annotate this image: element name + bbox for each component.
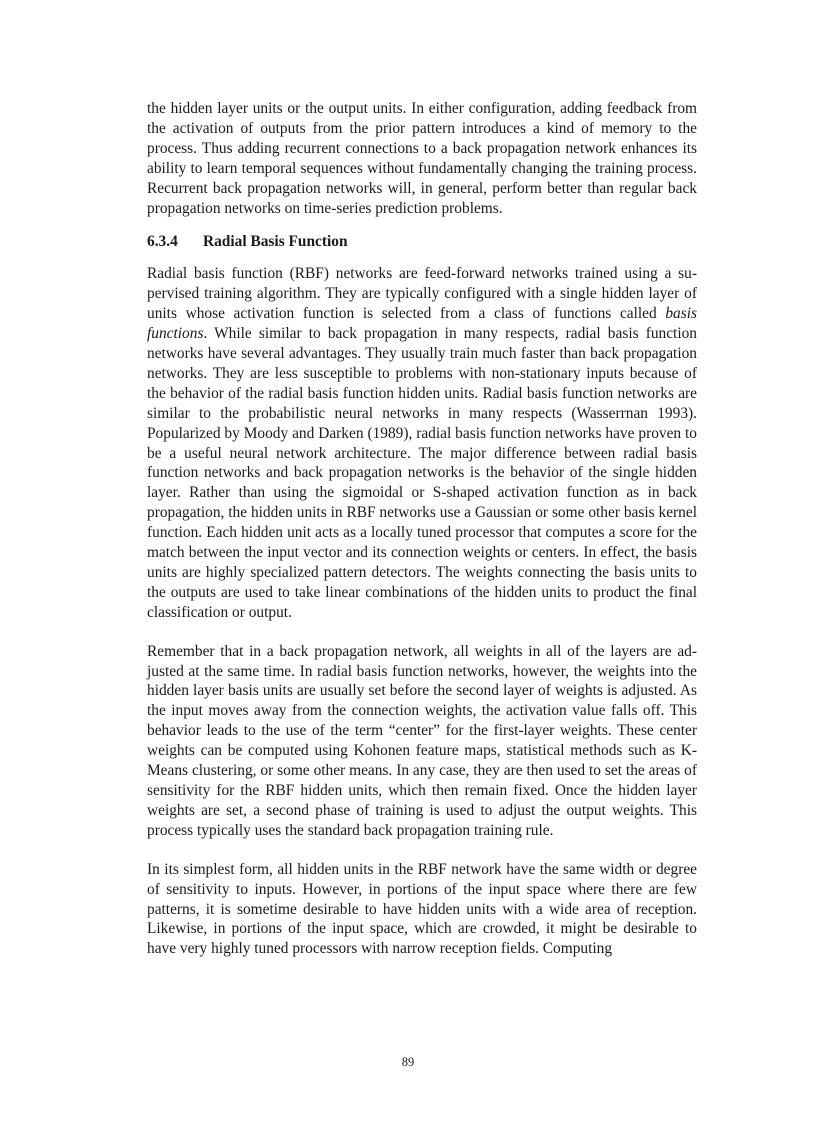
- paragraph-text: . While similar to back propagation in many respects, radial basis function networks have several advantages. They usually train much faster than back propagation networks. They are less susceptible to problems with non-stationary inputs because of the behavior of the radial basis function hidden units. Radial basis function networks are similar to the probabilistic neural networks in many respects (Wasserrnan 1993). Popularized by Moody and Darken (1989), radial basis function networks have proven to be a useful neural network architecture. The major difference between radial basis function networks and back propagation networks is the behavior of the single hidden layer. Rather than using the sigmoidal or S-shaped activation function as in back propagation, the hidden units in RBF networks use a Gaussian or some other basis kernel function. Each hidden unit acts as a locally tuned processor that computes a score for the match between the input vector and its connection weights or centers. In effect, the basis units are highly specialized pattern detectors. The weights connecting the basis units to the outputs are used to take linear combinations of the hidden units to product the final classification or output.: [147, 325, 697, 621]
- page-number: 89: [401, 1055, 415, 1069]
- paragraph-spacer: [147, 841, 697, 860]
- paragraph-weights: Remember that in a back propagation network, all weights in all of the layers are adjusted at the same time. In radial basis function networks, however, the weights into the hidden layer basis units are usually set before the second layer of weights is adjusted. As the input moves away from the connection weights, the activation value falls off. This behavior leads to the use of the term “center” for the first-layer weights. These center weights can be computed using Kohonen feature maps, statistical methods such as K-Means clustering, or some other means. In any case, they are then used to set the areas of sensitivity for the RBF hidden units, which then remain fixed. Once the hidden layer weights are set, a second phase of training is used to adjust the output weights. This process typically uses the standard back propagation training rule.: [147, 642, 697, 839]
- italic-term: basis functions: [147, 305, 697, 343]
- paragraph-text: Radial basis function (RBF) networks are feed-forward networks trained using a supervised training algorithm. They are typically configured with a single hidden layer of units whose activation function is selected from a class of functions called: [147, 265, 697, 323]
- paragraph-spacer: [147, 623, 697, 642]
- section-title: Radial Basis Function: [203, 233, 348, 251]
- paragraph-simplest-form: In its simplest form, all hidden units in the RBF network have the same width or degree of sensitivity to inputs. However, in portions of the input space where there are few patterns, it is sometime desirable to have hidden units with a wide area of reception. Likewise, in portions of the input space, which are crowded, it might be desirable to have very highly tuned processors with narrow reception fields. Computing: [147, 860, 697, 958]
- paragraph-continued: the hidden layer units or the output units. In either configuration, adding feedback from the activation of outputs from the prior pattern introduces a kind of memory to the process. Thus adding recurrent connections to a back propagation network enhances its ability to learn temporal sequences without fundamentally changing the training process. Recurrent back propagation networks will, in general, perform better than regular back propagation networks on time-series prediction problems.: [147, 100, 697, 217]
- section-heading: [147, 232, 697, 252]
- section-number: 6.3.4: [147, 233, 178, 251]
- paragraph-rbf-intro: [147, 264, 697, 622]
- page-body: [147, 99, 697, 959]
